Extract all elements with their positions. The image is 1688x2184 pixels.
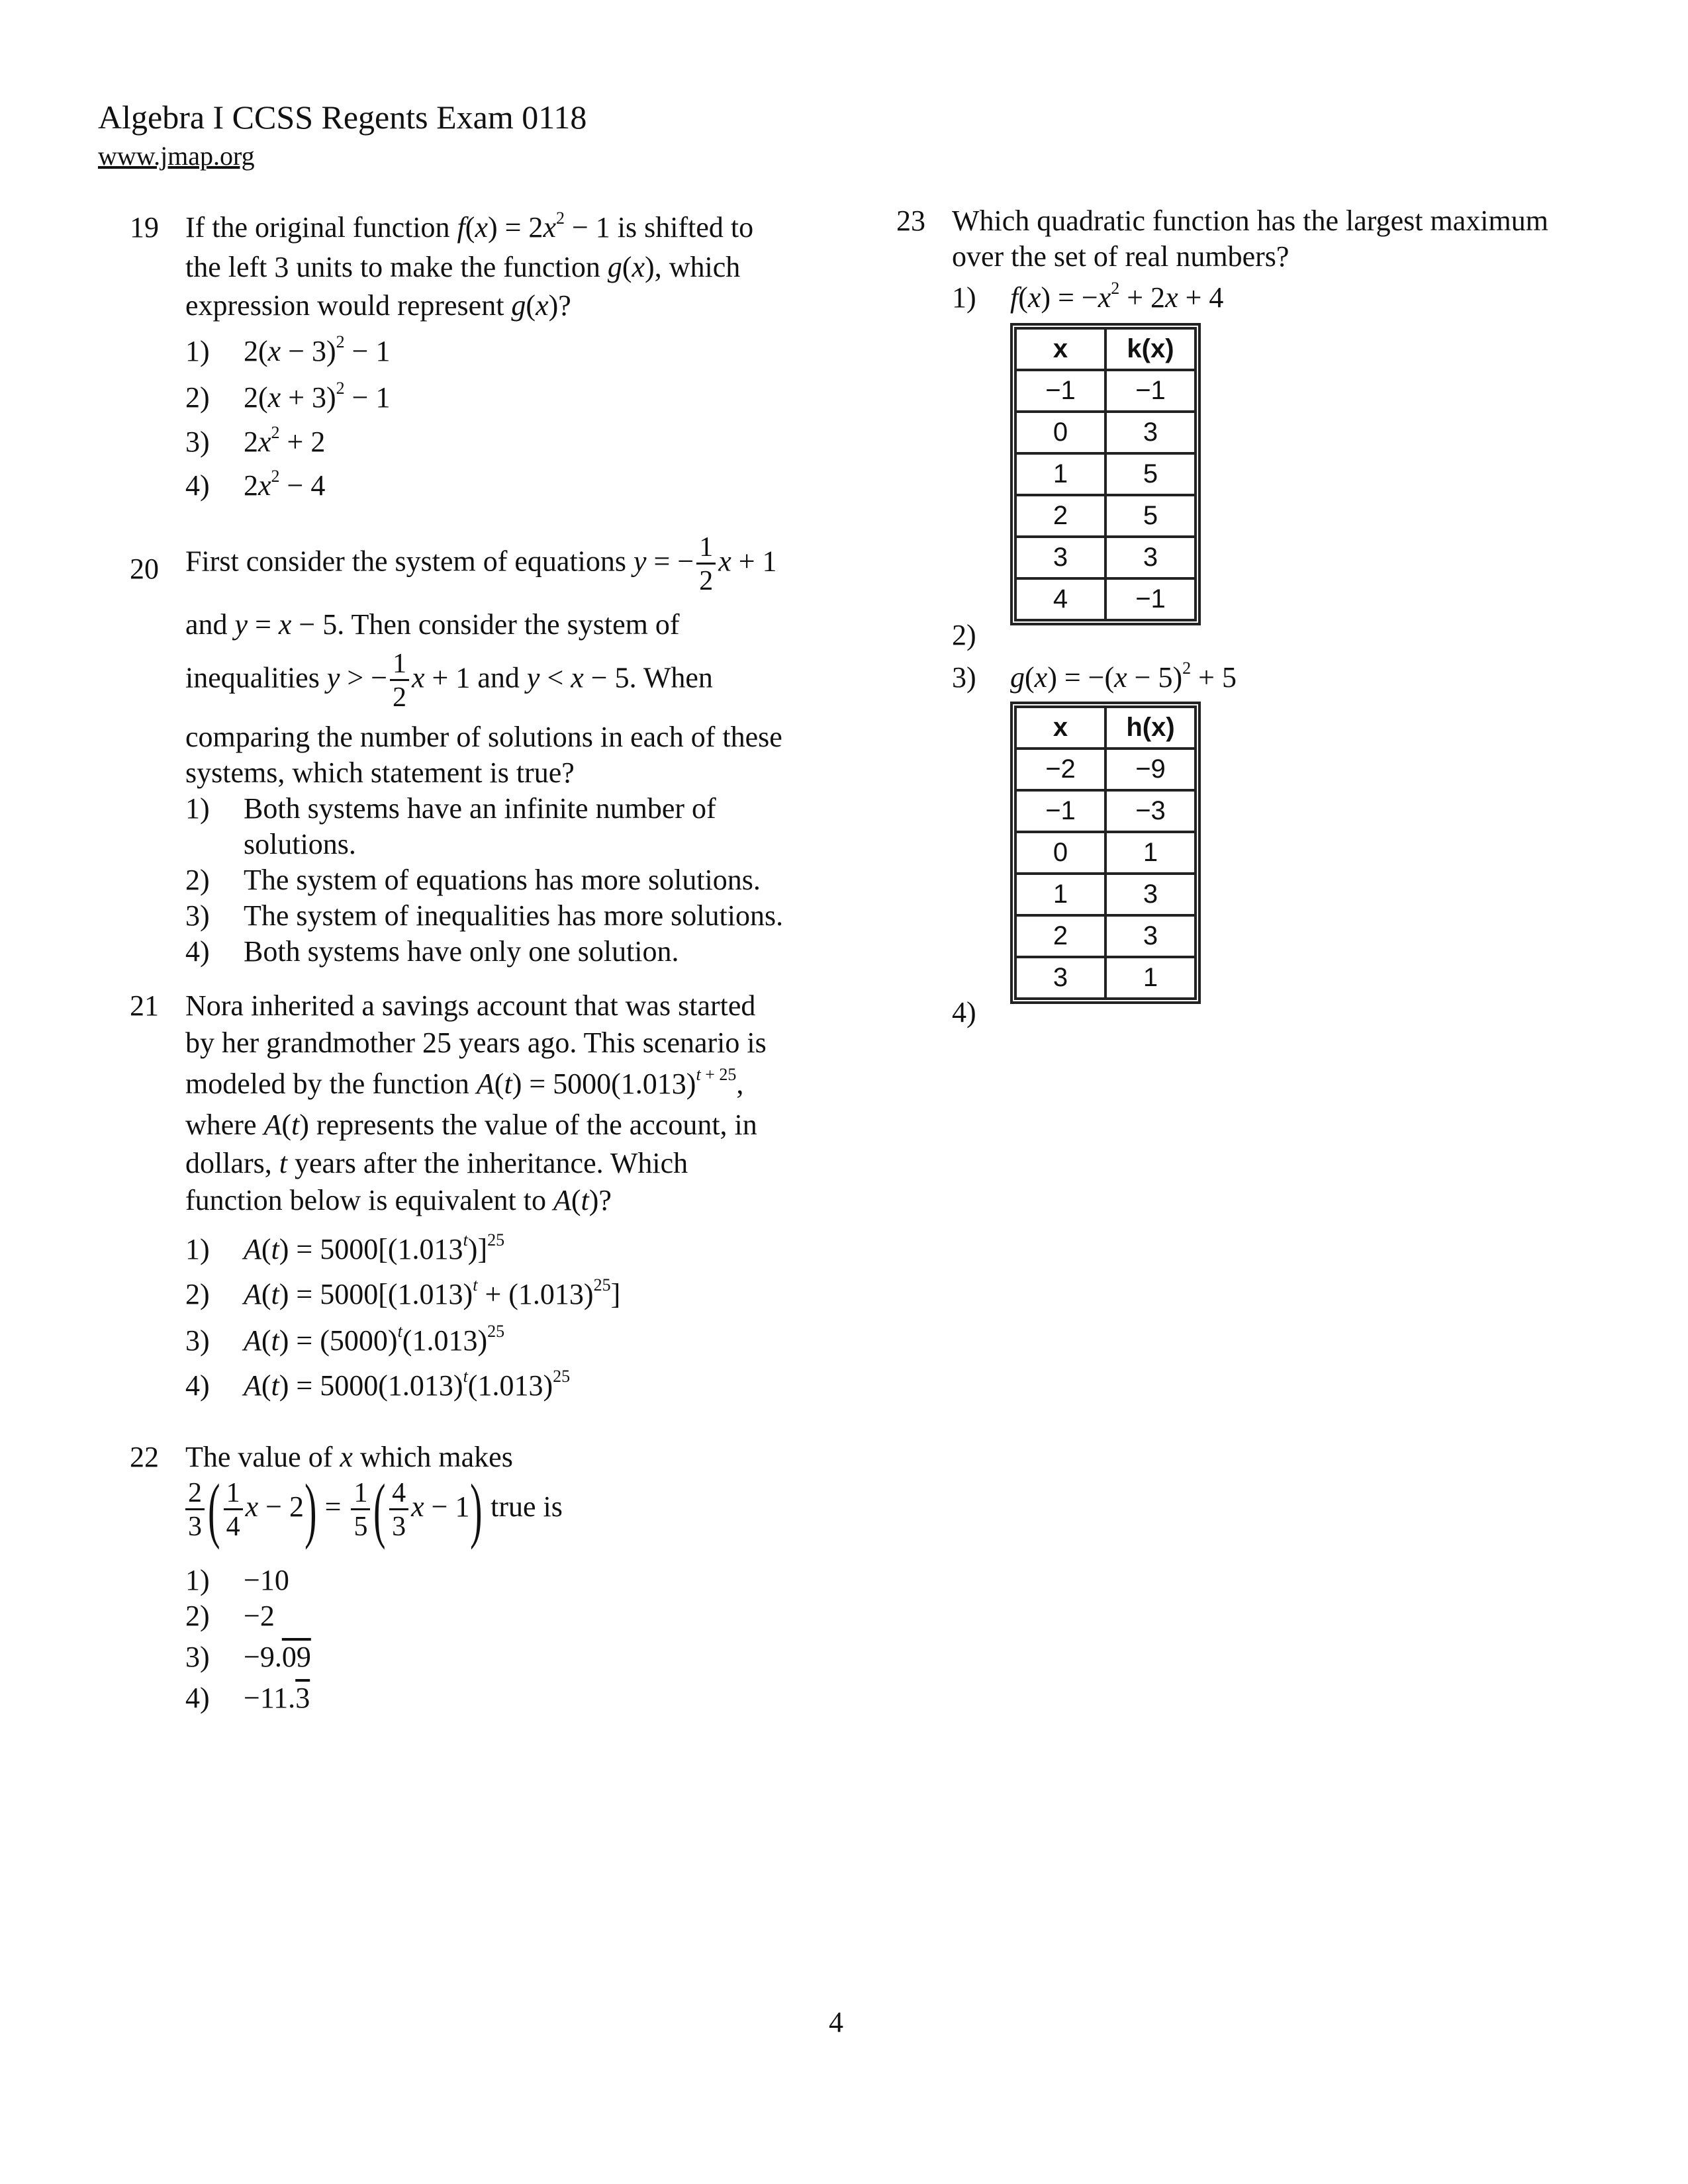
table-cell: 1 bbox=[1015, 874, 1105, 915]
question-text: comparing the number of solutions in each of these bbox=[185, 721, 782, 753]
k-table bbox=[1014, 327, 1197, 621]
table-cell: −3 bbox=[1105, 790, 1196, 832]
answer-choice[interactable]: 3) $g(x) = -(x - 5)^2 + 5$ bbox=[952, 659, 1237, 694]
table-cell: −2 bbox=[1015, 749, 1105, 790]
table-cell: 1 bbox=[1105, 832, 1196, 874]
answer-choice[interactable]: 1) Both systems have an infinite number of bbox=[185, 792, 716, 825]
site-link[interactable]: www.jmap.org bbox=[98, 141, 255, 171]
table-cell: 0 bbox=[1015, 832, 1105, 874]
table-cell: 3 bbox=[1105, 537, 1196, 578]
table-cell: −9 bbox=[1105, 749, 1196, 790]
table-cell: 1 bbox=[1105, 957, 1196, 999]
table-cell: 0 bbox=[1015, 412, 1105, 453]
question-text: modeled by the function $A(t) = 5000(1.013)^{t + 25}$, bbox=[185, 1065, 744, 1100]
answer-choice-continued: solutions. bbox=[244, 828, 356, 860]
table-header: x bbox=[1015, 328, 1105, 370]
table-cell: 2 bbox=[1015, 915, 1105, 957]
question-number: 20 bbox=[130, 553, 159, 585]
question-text: Nora inherited a savings account that was started bbox=[185, 989, 756, 1022]
answer-choice[interactable]: 3) $2x^2 + 2$ bbox=[185, 423, 326, 458]
table-cell: 3 bbox=[1105, 874, 1196, 915]
answer-choice[interactable]: 1) $f(x) = -x^2 + 2x + 4$ bbox=[952, 279, 1224, 314]
question-text: the left 3 units to make the function g(x), which bbox=[185, 251, 741, 283]
page-title: Algebra I CCSS Regents Exam 0118 bbox=[98, 99, 587, 136]
question-number: 19 bbox=[130, 211, 159, 244]
table-cell: 2 bbox=[1015, 495, 1105, 537]
question-text: dollars, t years after the inheritance. Which bbox=[185, 1147, 688, 1179]
table-header: x bbox=[1015, 707, 1105, 749]
table-cell: 1 bbox=[1015, 453, 1105, 495]
table-cell: 3 bbox=[1015, 537, 1105, 578]
table-cell: 3 bbox=[1015, 957, 1105, 999]
table-cell: −1 bbox=[1015, 790, 1105, 832]
question-number: 21 bbox=[130, 989, 159, 1022]
table-cell: −1 bbox=[1105, 370, 1196, 412]
page-number: 4 bbox=[829, 2006, 843, 2038]
table-cell: 3 bbox=[1105, 915, 1196, 957]
question-text: If the original function $f(x) = 2x^2 - 1$ is shifted to bbox=[185, 208, 754, 244]
answer-choice[interactable]: 1) −10 bbox=[185, 1564, 289, 1596]
question-text: by her grandmother 25 years ago. This scenario is bbox=[185, 1026, 767, 1059]
answer-choice[interactable]: 4) $A(t) = 5000(1.013)^t(1.013)^{25}$ bbox=[185, 1367, 571, 1402]
answer-choice-label[interactable]: 4) bbox=[952, 996, 976, 1028]
table-cell: −1 bbox=[1105, 578, 1196, 620]
table-cell: 5 bbox=[1105, 453, 1196, 495]
answer-choice[interactable]: 1) $A(t) = 5000[(1.013^t)]^{25}$ bbox=[185, 1230, 505, 1265]
table-header: h(x) bbox=[1105, 707, 1196, 749]
answer-choice[interactable]: 4) −11.3 bbox=[185, 1682, 310, 1714]
answer-choice[interactable]: 1) $2(x - 3)^2 - 1$ bbox=[185, 332, 391, 367]
question-text: inequalities y > − $\frac{1}{2}$ x + 1 and y < x − 5. When bbox=[185, 649, 713, 713]
table-cell: −1 bbox=[1015, 370, 1105, 412]
question-text: where A(t) represents the value of the account, in bbox=[185, 1109, 757, 1141]
h-table bbox=[1014, 705, 1197, 1000]
answer-choice[interactable]: 3) The system of inequalities has more solutions. bbox=[185, 899, 784, 932]
table-header: k(x) bbox=[1105, 328, 1196, 370]
answer-choice[interactable]: 2) $A(t) = 5000[(1.013)^t + (1.013)^{25}]$ bbox=[185, 1275, 621, 1310]
answer-choice[interactable]: 2) $2(x + 3)^2 - 1$ bbox=[185, 379, 391, 414]
answer-choice[interactable]: 3) $A(t) = (5000)^t(1.013)^{25}$ bbox=[185, 1322, 505, 1357]
table-cell: 3 bbox=[1105, 412, 1196, 453]
answer-choice[interactable]: 2) The system of equations has more solutions. bbox=[185, 864, 761, 896]
question-number: 23 bbox=[896, 205, 925, 237]
question-text: systems, which statement is true? bbox=[185, 756, 575, 789]
table-cell: 4 bbox=[1015, 578, 1105, 620]
question-text: expression would represent g(x)? bbox=[185, 289, 571, 322]
question-text: The value of x which makes bbox=[185, 1441, 513, 1473]
answer-choice[interactable]: 2) −2 bbox=[185, 1600, 275, 1632]
table-cell: 5 bbox=[1105, 495, 1196, 537]
question-number: 22 bbox=[130, 1441, 159, 1473]
answer-choice[interactable]: 4) Both systems have only one solution. bbox=[185, 935, 679, 968]
answer-choice[interactable]: 4) $2x^2 - 4$ bbox=[185, 467, 326, 502]
question-text: over the set of real numbers? bbox=[952, 240, 1289, 273]
question-text: function below is equivalent to A(t)? bbox=[185, 1184, 612, 1216]
question-text: and y = x − 5. Then consider the system of bbox=[185, 608, 680, 641]
question-text: Which quadratic function has the largest maximum bbox=[952, 205, 1548, 237]
question-text: First consider the system of equations y = − $\frac{1}{2}$ x + 1 bbox=[185, 532, 777, 596]
answer-choice[interactable]: 3) −9.09 bbox=[185, 1641, 311, 1673]
answer-choice-label[interactable]: 2) bbox=[952, 619, 976, 651]
equation: $\frac{2}{3}$ ( $\frac{1}{4}$ x − 2) = $\frac{1}{5}$ ( $\frac{4}{3}$ x − 1) true is bbox=[183, 1473, 563, 1546]
